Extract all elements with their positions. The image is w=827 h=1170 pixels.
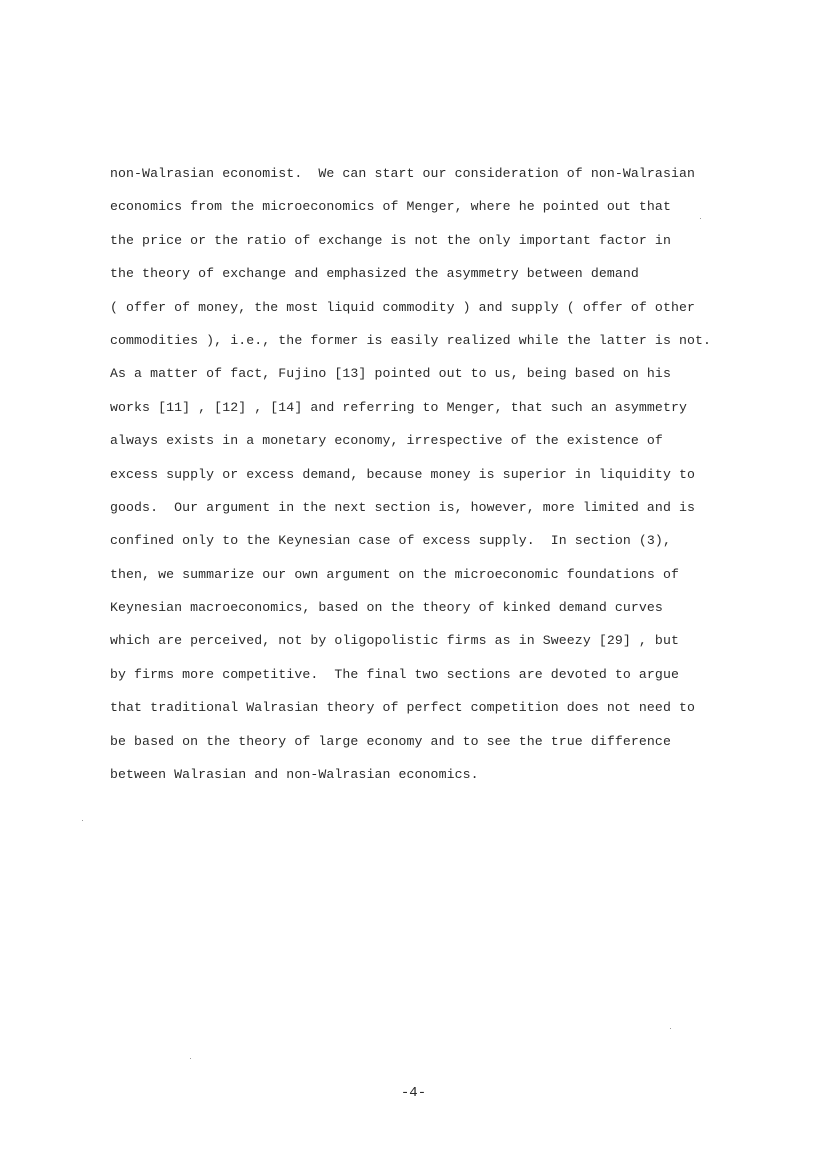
scan-speck (670, 1028, 671, 1029)
text-line: confined only to the Keynesian case of excess supply. In section (3), (110, 533, 671, 549)
text-line: commodities ), i.e., the former is easily realized while the latter is not. (110, 332, 712, 348)
scan-speck (82, 820, 83, 821)
text-line: the price or the ratio of exchange is not the only important factor in (110, 232, 671, 248)
text-line: be based on the theory of large economy and to see the true difference (110, 733, 671, 749)
scan-speck (700, 218, 701, 219)
text-line: ( offer of money, the most liquid commodity ) and supply ( offer of other (110, 299, 696, 315)
text-line: always exists in a monetary economy, irrespective of the existence of (110, 433, 663, 449)
text-line: which are perceived, not by oligopolistic firms as in Sweezy [29] , but (110, 633, 679, 649)
page-number: -4- (400, 1085, 427, 1101)
body-text (110, 162, 760, 796)
text-line: economics from the microeconomics of Menger, where he pointed out that (110, 199, 671, 215)
text-line: Keynesian macroeconomics, based on the theory of kinked demand curves (110, 600, 663, 616)
text-line: between Walrasian and non-Walrasian economics. (110, 767, 479, 783)
text-line: excess supply or excess demand, because money is superior in liquidity to (110, 466, 696, 482)
scan-speck (190, 1058, 191, 1059)
text-line: As a matter of fact, Fujino [13] pointed out to us, being based on his (110, 366, 671, 382)
text-line: then, we summarize our own argument on the microeconomic foundations of (110, 566, 679, 582)
text-line: that traditional Walrasian theory of perfect competition does not need to (110, 700, 696, 716)
text-line: by firms more competitive. The final two sections are devoted to argue (110, 666, 679, 682)
text-line: non-Walrasian economist. We can start our consideration of non-Walrasian (110, 166, 696, 181)
text-line: goods. Our argument in the next section is, however, more limited and is (110, 499, 696, 515)
text-line: the theory of exchange and emphasized the asymmetry between demand (110, 266, 639, 282)
text-line: works [11] , [12] , [14] and referring to Menger, that such an asymmetry (110, 399, 687, 415)
